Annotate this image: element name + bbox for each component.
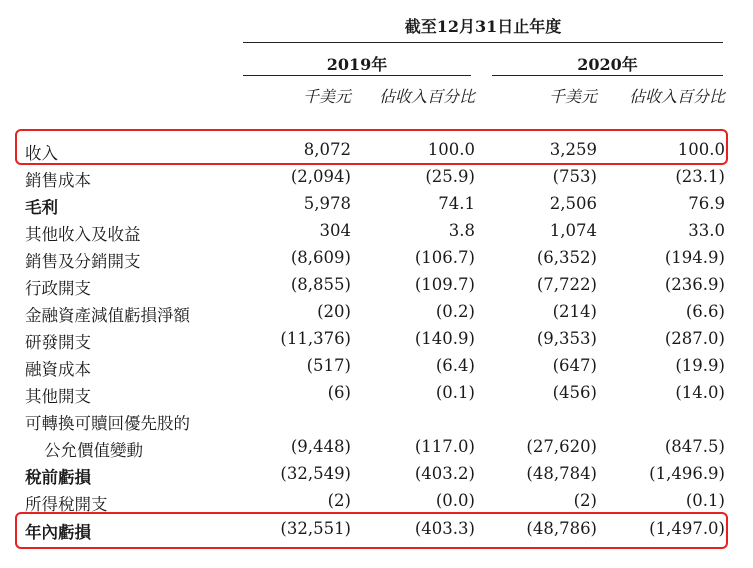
cell-2020-percent: 76.9	[688, 194, 725, 213]
cell-2019-percent: (106.7)	[414, 248, 475, 267]
table-row	[0, 190, 753, 217]
cell-2020-percent: (23.1)	[675, 167, 725, 186]
cell-2019-percent: (0.0)	[435, 491, 475, 510]
cell-2020-amount: (647)	[552, 356, 597, 375]
row-label: 研發開支	[25, 333, 91, 352]
cell-2019-amount: (11,376)	[280, 329, 351, 348]
cell-2020-amount: (753)	[552, 167, 597, 186]
cell-2020-percent: (287.0)	[664, 329, 725, 348]
year-2020-heading: 2020年	[577, 55, 638, 74]
cell-2019-amount: (8,855)	[290, 275, 351, 294]
table-row	[0, 487, 753, 514]
cell-2020-percent: 100.0	[677, 140, 725, 159]
cell-2019-amount: 5,978	[303, 194, 351, 213]
cell-2019-amount: (32,551)	[280, 519, 351, 538]
row-label: 金融資產減值虧損淨額	[25, 306, 190, 325]
cell-2019-amount: (8,609)	[290, 248, 351, 267]
table-row	[0, 244, 753, 271]
cell-2020-percent: 33.0	[688, 221, 725, 240]
table-row	[0, 271, 753, 298]
header-rule-top	[243, 42, 723, 43]
cell-2020-amount: 2,506	[549, 194, 597, 213]
cell-2019-amount: 8,072	[303, 140, 351, 159]
cell-2020-amount: (2)	[573, 491, 597, 510]
row-label: 所得稅開支	[25, 495, 108, 514]
year-2019-rule	[243, 75, 471, 76]
row-label: 稅前虧損	[25, 468, 91, 487]
cell-2019-percent: (6.4)	[435, 356, 475, 375]
row-label: 公允價值變動	[44, 441, 143, 460]
row-label: 其他開支	[25, 387, 91, 406]
table-row	[0, 406, 753, 433]
loss-for-year-highlight-box	[15, 512, 728, 549]
unit-amount-2019: 千美元	[302, 87, 351, 106]
cell-2019-amount: (32,549)	[280, 464, 351, 483]
cell-2020-amount: (6,352)	[536, 248, 597, 267]
cell-2020-amount: (7,722)	[536, 275, 597, 294]
cell-2019-percent: 100.0	[427, 140, 475, 159]
cell-2020-percent: (194.9)	[664, 248, 725, 267]
unit-percent-2020: 佔收入百分比	[628, 87, 725, 106]
cell-2020-percent: (847.5)	[664, 437, 725, 456]
cell-2020-amount: (456)	[552, 383, 597, 402]
cell-2019-amount: (517)	[306, 356, 351, 375]
cell-2020-percent: (14.0)	[675, 383, 725, 402]
table-row	[0, 352, 753, 379]
row-label: 銷售成本	[25, 171, 91, 190]
cell-2020-percent: (1,496.9)	[649, 464, 725, 483]
table-row	[0, 460, 753, 487]
cell-2020-percent: (6.6)	[685, 302, 725, 321]
cell-2019-percent: (25.9)	[425, 167, 475, 186]
cell-2019-percent: (0.1)	[435, 383, 475, 402]
cell-2019-amount: (9,448)	[290, 437, 351, 456]
cell-2019-percent: (109.7)	[414, 275, 475, 294]
row-label: 融資成本	[25, 360, 91, 379]
table-row	[0, 379, 753, 406]
table-row	[0, 163, 753, 190]
cell-2020-percent: (0.1)	[685, 491, 725, 510]
table-row	[0, 325, 753, 352]
cell-2019-percent: (140.9)	[414, 329, 475, 348]
cell-2019-percent: 3.8	[448, 221, 475, 240]
cell-2019-percent: (117.0)	[414, 437, 475, 456]
cell-2020-amount: (9,353)	[536, 329, 597, 348]
year-2019-heading: 2019年	[326, 55, 388, 74]
row-label: 其他收入及收益	[25, 225, 141, 244]
row-label: 行政開支	[25, 279, 91, 298]
period-title: 截至12月31日止年度	[404, 17, 562, 36]
table-row	[0, 298, 753, 325]
row-label: 年內虧損	[25, 523, 91, 542]
table-row	[0, 217, 753, 244]
unit-percent-2019: 佔收入百分比	[378, 87, 475, 106]
row-label: 收入	[25, 144, 58, 163]
cell-2020-percent: (19.9)	[675, 356, 725, 375]
cell-2019-percent: (0.2)	[435, 302, 475, 321]
cell-2020-amount: (214)	[552, 302, 597, 321]
cell-2019-amount: (2,094)	[290, 167, 351, 186]
unit-amount-2020: 千美元	[548, 87, 597, 106]
cell-2020-amount: (48,786)	[526, 519, 597, 538]
cell-2020-amount: 3,259	[549, 140, 597, 159]
cell-2020-amount: (27,620)	[526, 437, 597, 456]
cell-2019-percent: 74.1	[438, 194, 475, 213]
cell-2019-amount: (20)	[317, 302, 351, 321]
revenue-highlight-box	[15, 129, 728, 165]
cell-2019-percent: (403.3)	[414, 519, 475, 538]
row-label: 毛利	[25, 198, 58, 217]
table-row	[0, 433, 753, 460]
row-label: 可轉換可贖回優先股的	[25, 414, 190, 433]
cell-2019-percent: (403.2)	[414, 464, 475, 483]
row-label: 銷售及分銷開支	[25, 252, 141, 271]
cell-2020-amount: (48,784)	[526, 464, 597, 483]
cell-2020-percent: (1,497.0)	[649, 519, 725, 538]
cell-2019-amount: (2)	[327, 491, 351, 510]
cell-2019-amount: 304	[319, 221, 351, 240]
cell-2020-percent: (236.9)	[664, 275, 725, 294]
cell-2019-amount: (6)	[327, 383, 351, 402]
year-2020-rule	[492, 75, 723, 76]
cell-2020-amount: 1,074	[549, 221, 597, 240]
